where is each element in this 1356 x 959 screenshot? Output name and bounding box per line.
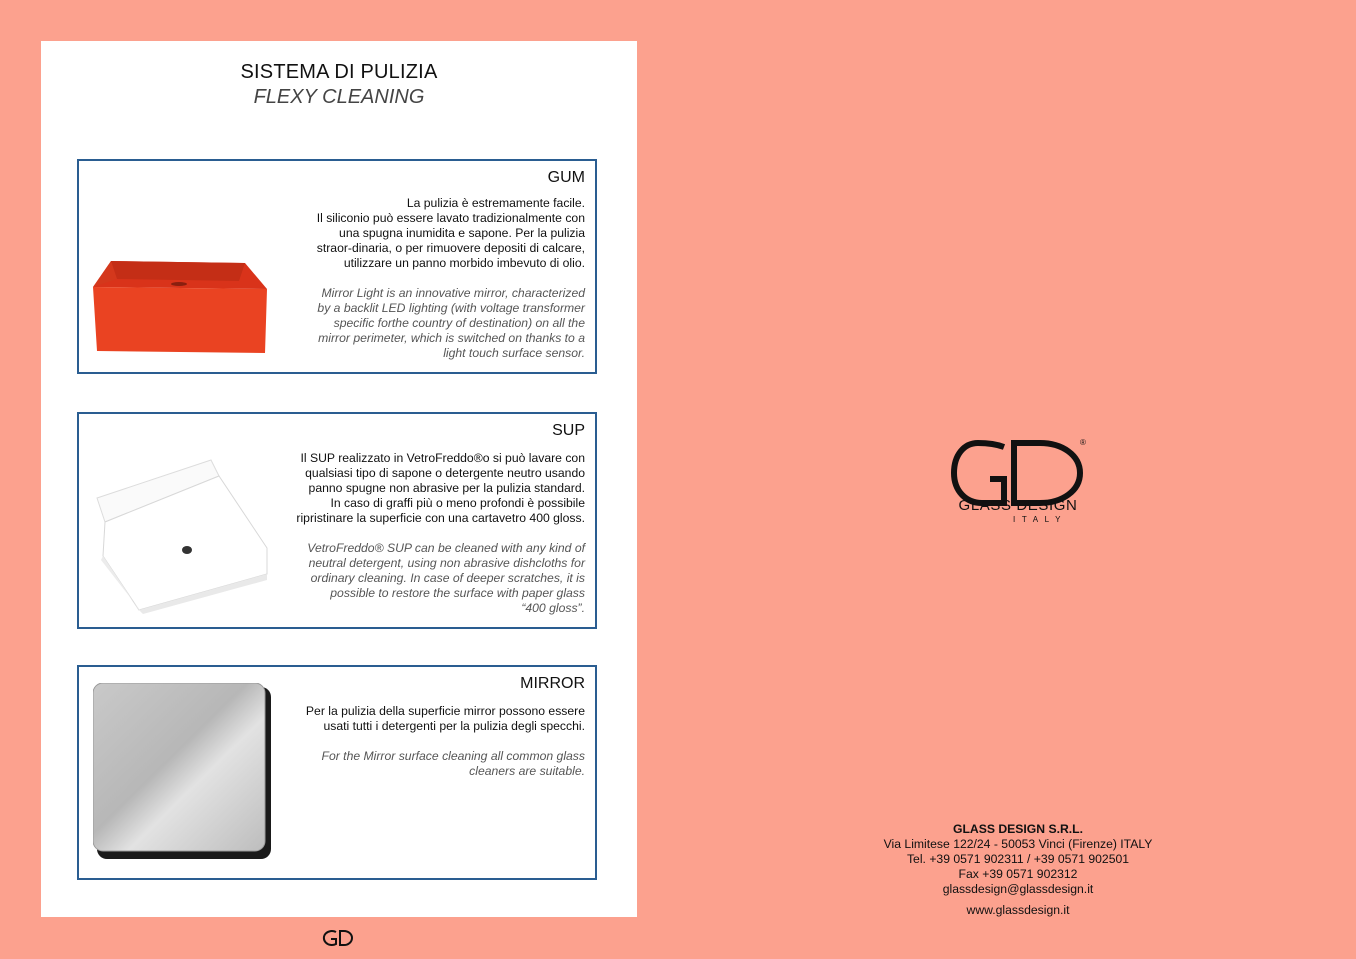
gd-page-mark-icon (320, 928, 358, 948)
mirror-panel-image (93, 683, 273, 861)
sup-english-text: VetroFreddo® SUP can be cleaned with any kind of neutral detergent, using non abrasive dishcloths for ordinary cleaning. In case of deeper scratches, it is possible to restore the surface with paper glass “400 gloss”. (307, 541, 585, 615)
page-subtitle: FLEXY CLEANING (253, 86, 425, 108)
sup-section (77, 412, 597, 629)
company-address: Via Limitese 122/24 - 50053 Vinci (Firenze) ITALY (883, 837, 1153, 851)
mirror-italian-text: Per la pulizia della superficie mirror possono essere usati tutti i detergenti per la pulizia degli specchi. (305, 704, 585, 733)
brand-name: GLASS DESIGN (958, 497, 1078, 514)
page-title: SISTEMA DI PULIZIA (240, 61, 438, 83)
company-name: GLASS DESIGN S.R.L. (952, 822, 1084, 836)
mirror-section (77, 665, 597, 880)
contact-block (858, 822, 1178, 897)
cleaning-page (41, 41, 637, 917)
gum-english-text: Mirror Light is an innovative mirror, characterized by a backlit LED lighting (with voltage transformer specific forthe country of destination) on all the mirror perimeter, which is switched on thanks to a light touch surface sensor. (317, 286, 585, 360)
brand-country: ITALY (1013, 515, 1068, 524)
registered-mark: ® (1080, 438, 1086, 447)
red-washbasin-image (89, 251, 271, 361)
section-heading: MIRROR (520, 675, 585, 692)
company-website[interactable]: www.glassdesign.it (966, 903, 1070, 917)
company-phone: Tel. +39 0571 902311 / +39 0571 902501 (906, 852, 1130, 866)
white-washbasin-image (91, 456, 273, 616)
mirror-english-text: For the Mirror surface cleaning all common glass cleaners are suitable. (321, 749, 585, 778)
website-line (858, 903, 1178, 918)
gum-section (77, 159, 597, 374)
section-heading: GUM (547, 169, 585, 186)
section-heading: SUP (552, 422, 585, 439)
sup-italian-text: Il SUP realizzato in VetroFreddo®o si può lavare con qualsiasi tipo di sapone o detergente neutro usando panno spugne non abrasive per la pulizia standard. In caso di graffi più o meno profondi è possibile ripristinare la superficie con una cartavetro 400 gloss. (296, 451, 585, 525)
gum-italian-text: La pulizia è estremamente facile. Il siliconio può essere lavato tradizionalmente con una spugna inumidita e sapone. Per la pulizia straor-dinaria, o per rimuovere depositi di calcare, utilizzare un panno morbido imbevuto di olio. (316, 196, 585, 270)
company-email[interactable]: glassdesign@glassdesign.it (942, 882, 1094, 896)
company-fax: Fax +39 0571 902312 (958, 867, 1078, 881)
